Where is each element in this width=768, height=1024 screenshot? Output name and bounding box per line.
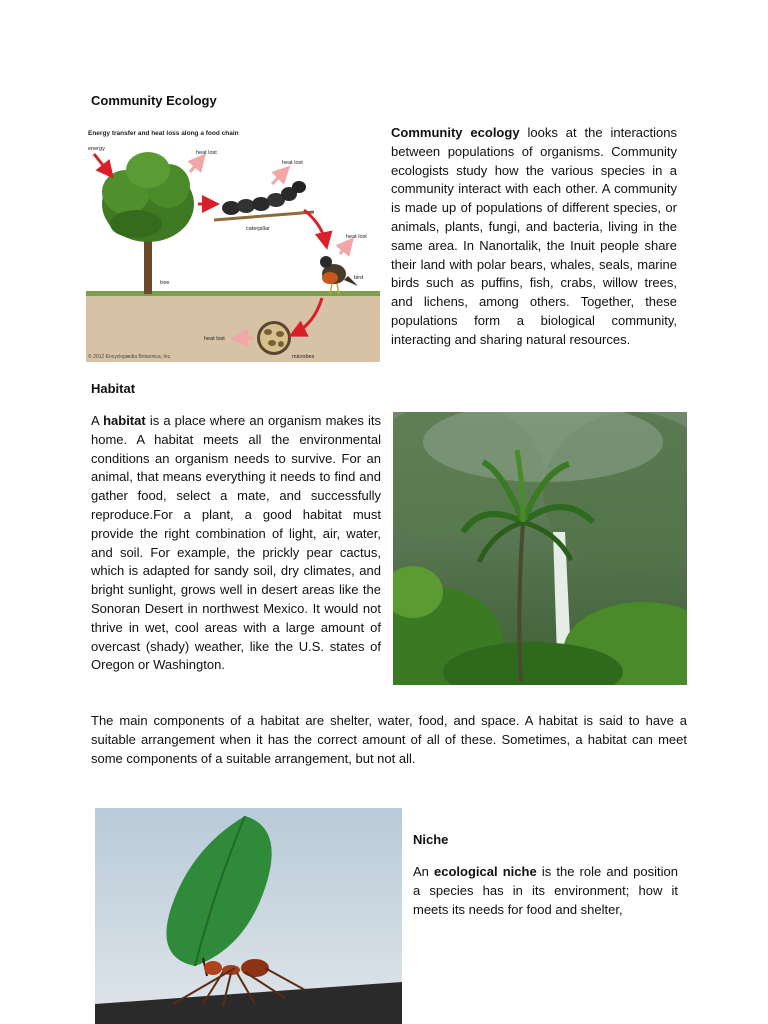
- label-heat-lost-tree: heat lost: [196, 150, 217, 156]
- niche-text: is the role and position a species has in its environment; how it meets its needs for food and shelter,: [413, 864, 678, 917]
- habitat-heading: Habitat: [91, 381, 136, 396]
- food-chain-diagram: [86, 124, 380, 362]
- habitat-components-paragraph: The main components of a habitat are shelter, water, food, and space. A habitat is said to have a suitable arrangement when it has the correct amount of all of these. Sometimes, a habitat can meet some components of a suitable arrangement, but not all.: [91, 713, 687, 766]
- habitat-term: habitat: [103, 413, 146, 428]
- community-ecology-term: Community ecology: [391, 125, 520, 140]
- label-energy: energy: [88, 146, 105, 152]
- figure-copyright: © 2012 Encyclopædia Britannica, Inc.: [88, 354, 172, 360]
- niche-heading: Niche: [413, 832, 449, 847]
- food-chain-figure: [86, 124, 380, 362]
- rainforest-photo: [393, 412, 687, 685]
- microbes-illustration: [257, 321, 291, 355]
- label-heat-lost-bird: heat lost: [346, 234, 367, 240]
- niche-intro-prefix: An: [413, 864, 435, 879]
- community-ecology-heading: Community Ecology: [91, 93, 217, 108]
- ecological-niche-term: ecological niche: [434, 864, 537, 879]
- label-heat-lost-microbes: heat lost: [204, 336, 225, 342]
- soil-layer: [86, 294, 380, 362]
- rainforest-illustration: [393, 412, 687, 685]
- label-microbes: microbes: [292, 354, 315, 360]
- community-ecology-text: looks at the interactions between populations of organisms. Community ecologists study how the various species in a community interact with each other. A community is made up of populations of different species, or animals, plants, fungi, and bacteria, living in the same area. In Nanortalik, the Inuit people share their land with polar bears, whales, seals, marine birds such as puffins, fish, crabs, willow trees, and lichens, among others. Together, these populations form a biological community, interacting and sharing natural resources.: [391, 125, 677, 347]
- community-ecology-paragraph: [391, 124, 677, 350]
- leafcutter-ant-photo: [95, 808, 402, 1024]
- habitat-intro-prefix: A: [91, 413, 104, 428]
- label-tree: tree: [160, 280, 170, 286]
- niche-paragraph: [413, 863, 678, 919]
- habitat-paragraph: [91, 412, 381, 675]
- label-heat-lost-caterpillar: heat lost: [282, 160, 303, 166]
- leafcutter-ant-illustration: [95, 808, 402, 1024]
- habitat-text: is a place where an organism makes its home. A habitat meets all the environmental conditions an organism needs to survive. For an animal, that means everything it needs to find and gather food, select a mate, and successfully reproduce.For a plant, a good habitat must provide the right combination of light, air, water, and soil. For example, the prickly pear cactus, which is adapted for sandy soil, dry climates, and bright sunlight, grows well in desert areas like the Sonoran Desert in northwest Mexico. It would not thrive in wet, cool areas with a large amount of overcast (shady) weather, like the U.S. states of Oregon or Washington.: [91, 413, 381, 673]
- grass-strip: [86, 291, 380, 296]
- figure-title: Energy transfer and heat loss along a food chain: [88, 130, 239, 137]
- label-caterpillar: caterpillar: [246, 226, 270, 232]
- label-bird: bird: [354, 275, 364, 281]
